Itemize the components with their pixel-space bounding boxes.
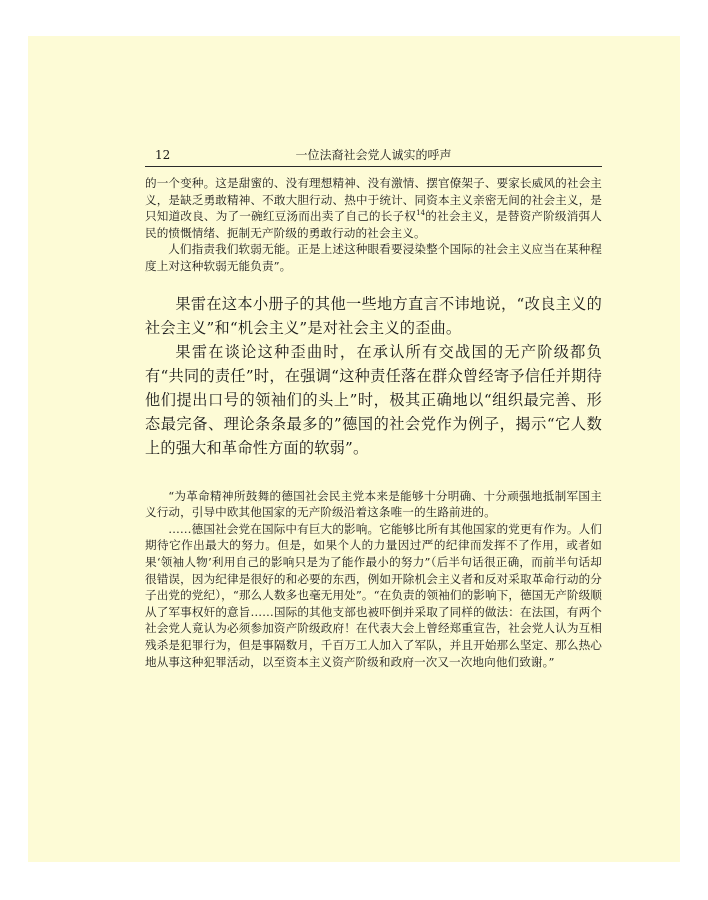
block-quote-1 bbox=[145, 175, 602, 275]
book-page bbox=[28, 36, 680, 862]
quote-text: 的社会主义，是替资产阶级消弭人民的愤慨情绪、扼制无产阶级的勇敢行动的社会主义。 bbox=[145, 209, 602, 240]
quote-paragraph: 人们指责我们软弱无能。正是上述这种眼看要浸染整个国际的社会主义应当在某种程度上对这种软弱无能负责”。 bbox=[145, 242, 602, 273]
footnote-mark: 14 bbox=[416, 209, 426, 218]
page-content bbox=[145, 144, 602, 670]
running-title: 一位法裔社会党人诚实的呼声 bbox=[295, 148, 452, 162]
block-quote-2 bbox=[145, 488, 602, 671]
quote-paragraph: “为革命精神所鼓舞的德国社会民主党本来是能够十分明确、十分顽强地抵制军国主义行动，引导中欧其他国家的无产阶级沿着这条唯一的生路前进的。 bbox=[145, 488, 602, 520]
body-paragraph: 果雷在这本小册子的其他一些地方直言不讳地说，“改良主义的社会主义”和“机会主义”是对社会主义的歪曲。 bbox=[145, 294, 602, 337]
quote-paragraph: ……德国社会党在国际中有巨大的影响。它能够比所有其他国家的党更有作为。人们期待它作出最大的努力。但是，如果个人的力量因过严的纪律而发挥不了作用，或者如果‘领袖人物’利用自己的影响只是为了能作最小的努力”（后半句话很正确，而前半句话却很错误，因为纪律是很好的和必要的东西，例如开除机会主义者和反对采取革命行动的分子出党的党纪），“那么人数多也毫无用处”。“在负责的领袖们的影响下，德国无产阶级顺从了军事权奸的意旨……国际的其他支部也被吓倒并采取了同样的做法：在法国，有两个社会党人竟认为必须参加资产阶级政府！在代表大会上曾经郑重宣告，社会党人认为互相残杀是犯罪行为，但是事隔数月，千百万工人加入了军队，并且开始那么坚定、那么热心地从事这种犯罪活动，以至资本主义资产阶级和政府一次又一次地向他们致谢。” bbox=[145, 521, 602, 669]
page-header bbox=[145, 144, 602, 167]
quote-text: 的一个变种。这是甜蜜的、没有理想精神、没有激情、摆官僚架子、要家长威风的社会主义，是缺乏勇敢精神、不敢大胆行动、热中于统计、同资本主义亲密无间的社会主义，是只知道改良、为了一碗红豆汤而出卖了自己的长子权 bbox=[145, 176, 602, 224]
body-paragraph: 果雷在谈论这种歪曲时，在承认所有交战国的无产阶级都负有“共同的责任”时，在强调“这种责任落在群众曾经寄予信任并期待他们提出口号的领袖们的头上”时，极其正确地以“组织最完善、形态最完备、理论条条最多的”德国的社会党作为例子，揭示“它人数上的强大和革命性方面的软弱”。 bbox=[145, 342, 602, 457]
body-text bbox=[145, 292, 602, 460]
quote-paragraph bbox=[145, 175, 602, 241]
page-number: 12 bbox=[155, 148, 171, 162]
